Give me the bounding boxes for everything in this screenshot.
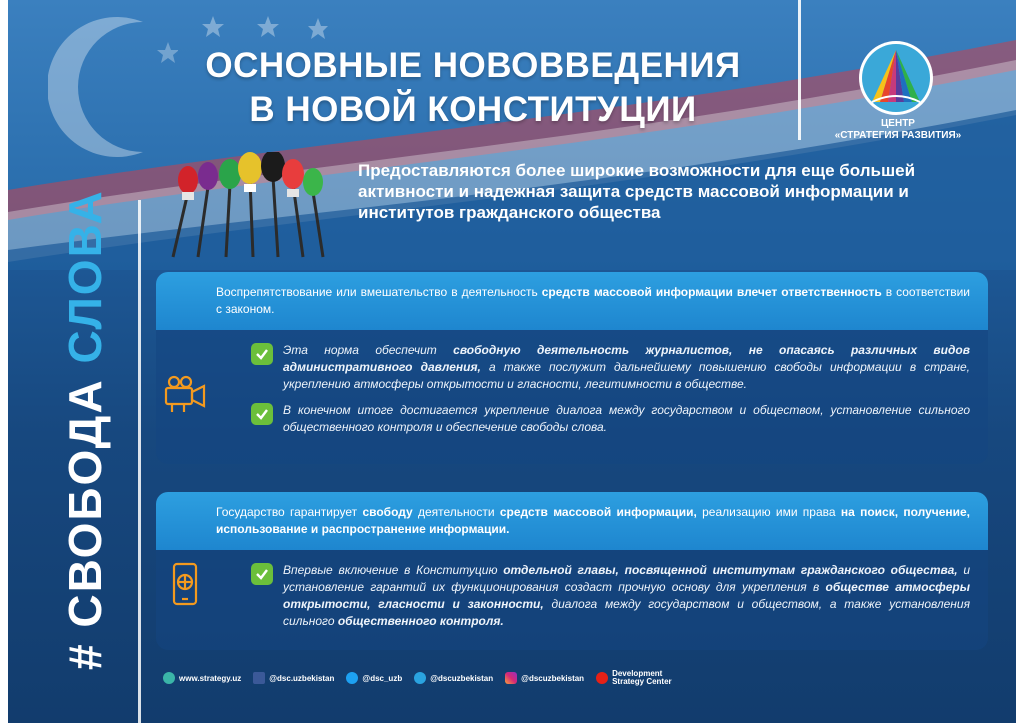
- instagram-icon: [505, 672, 517, 684]
- poster: [8, 0, 1016, 723]
- instagram-label: @dscuzbekistan: [521, 673, 585, 683]
- card1-header: [156, 272, 988, 330]
- footer-socials: [163, 668, 672, 688]
- side-title-part-1: # СВОБОДА: [59, 363, 111, 670]
- list-item: [251, 562, 970, 630]
- telegram-label: @dscuzbekistan: [430, 673, 494, 683]
- text-span: Впервые включение в Конституцию: [283, 563, 504, 577]
- card-state-guarantee: [156, 492, 988, 650]
- youtube-line-2: Strategy Center: [612, 677, 672, 686]
- footer-twitter[interactable]: [346, 672, 402, 684]
- text-span: в соответствии с законом.: [216, 285, 970, 316]
- list-item: [251, 402, 970, 436]
- youtube-line-1: Development: [612, 669, 663, 678]
- card1-body: [156, 330, 988, 457]
- checkmark-icon: [251, 343, 273, 365]
- side-divider: [138, 200, 141, 723]
- checkmark-icon: [251, 563, 273, 585]
- title-line-2: В НОВОЙ КОНСТИТУЦИИ: [249, 90, 697, 129]
- checkmark-icon: [251, 403, 273, 425]
- bold-span: средств массовой информации влечет ответственность: [541, 285, 882, 299]
- text-span: диалога между государством и обществом, а также установления сильного: [283, 597, 970, 628]
- bold-span: отдельной главы, посвященной институтам гражданского общества,: [503, 563, 958, 577]
- telegram-icon: [414, 672, 426, 684]
- item-text: [283, 342, 970, 393]
- twitter-icon: [346, 672, 358, 684]
- star-icon: [198, 14, 328, 44]
- smartphone-globe-icon: [162, 560, 210, 608]
- list-item: [251, 342, 970, 393]
- header-divider: [798, 0, 801, 140]
- footer-telegram[interactable]: [414, 672, 493, 684]
- bold-span: обществе атмосферы открытости, гласности и законности,: [283, 580, 970, 611]
- footer-facebook[interactable]: [253, 672, 334, 684]
- card-media-responsibility: [156, 272, 988, 464]
- footer-web[interactable]: [163, 672, 241, 684]
- item-text: [283, 562, 970, 630]
- microphones-icon: [158, 152, 333, 262]
- video-camera-icon: [162, 370, 210, 418]
- side-hashtag-title: [58, 189, 112, 670]
- bold-span: средств массовой информации,: [499, 505, 697, 519]
- card2-header: [156, 492, 988, 550]
- text-span: и установление гарантий их функционирования создаст прочную основу для укрепления в: [283, 563, 970, 594]
- bold-span: на поиск, получение, использование и распространение информации.: [216, 505, 971, 536]
- logo-caption: [813, 118, 983, 142]
- globe-icon: [163, 672, 175, 684]
- footer-instagram[interactable]: [505, 672, 584, 684]
- text-span: реализацию ими права: [696, 505, 841, 519]
- text-span: деятельности: [412, 505, 500, 519]
- footer-youtube[interactable]: [596, 670, 672, 686]
- strategy-center-logo: [858, 40, 934, 116]
- twitter-label: @dsc_uzb: [362, 673, 403, 683]
- text-span: Воспрепятствование или вмешательство в деятельность: [216, 285, 542, 299]
- facebook-icon: [253, 672, 265, 684]
- item-text: В конечном итоге достигается укрепление диалога между государством и обществом, установление сильного общественного контроля и обеспечение свободы слова.: [283, 403, 970, 434]
- bold-span: общественного контроля.: [337, 614, 504, 628]
- text-span: Эта норма обеспечит: [283, 343, 454, 357]
- bold-span: свободу: [362, 505, 413, 519]
- page-title: [168, 44, 778, 132]
- card2-body: [156, 550, 988, 651]
- text-span: Государство гарантирует: [216, 505, 363, 519]
- web-label: www.strategy.uz: [179, 673, 242, 683]
- crescent-moon-icon: [48, 12, 178, 162]
- text-span: а также послужит дальнейшему повышению свободы информации в стране, укреплению атмосферы открытости и гласности, легитимности в обществе.: [283, 360, 970, 391]
- facebook-label: @dsc.uzbekistan: [269, 673, 335, 683]
- logo-line-2: «СТРАТЕГИЯ РАЗВИТИЯ»: [834, 130, 962, 141]
- youtube-label: [612, 670, 672, 686]
- bold-span: свободную деятельность журналистов, не опасаясь различных видов административного давления,: [283, 343, 970, 374]
- logo-line-1: ЦЕНТР: [881, 118, 915, 129]
- lead-text: Предоставляются более широкие возможности для еще большей активности и надежная защита средств массовой информации и институтов гражданского общества: [358, 161, 916, 222]
- side-title-part-2: СЛОВА: [59, 189, 111, 364]
- youtube-icon: [596, 672, 608, 684]
- title-line-1: ОСНОВНЫЕ НОВОВВЕДЕНИЯ: [205, 46, 741, 85]
